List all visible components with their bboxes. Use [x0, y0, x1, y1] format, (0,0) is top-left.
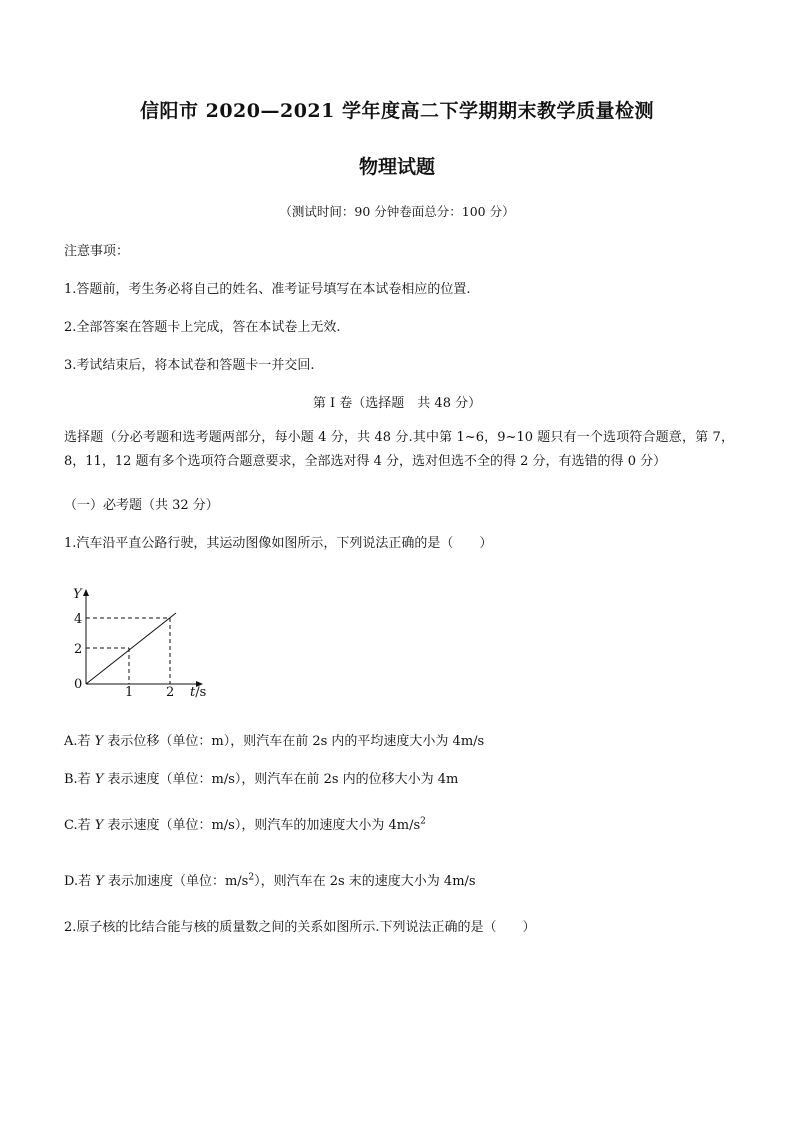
q1-option-c: C.若 Y 表示速度（单位：m/s），则汽车的加速度大小为 $4m/s^2$: [64, 816, 426, 833]
origin-label: 0: [74, 677, 83, 692]
q1-option-b: B.若 Y 表示速度（单位：m/s），则汽车在前 2s 内的位移大小为 4m: [64, 772, 459, 787]
y-tick-2: 2: [74, 642, 83, 657]
data-line: [86, 613, 176, 684]
part1-intro: 选择题（分必考题和选考题两部分，每小题 4 分，共 48 分.其中第 1~6，9~10 题只有一个选项符合题意，第 7，8，11，12 题有多个选项符合题意要求，全部选对得 4 分，选对但选不全的得 2 分，有选错的得 0 分）: [64, 430, 734, 469]
question-1-stem: 1.汽车沿平直公路行驶，其运动图像如图所示，下列说法正确的是（ ）: [64, 536, 493, 551]
y-tick-4: 4: [74, 612, 83, 627]
x-axis-var: t: [190, 685, 196, 698]
q1-option-a: A.若 Y 表示位移（单位：m），则汽车在前 2s 内的平均速度大小为 4m/s: [64, 734, 485, 749]
y-axis-label: Y: [73, 587, 82, 602]
x-tick-1: 1: [125, 685, 134, 698]
x-tick-2: 2: [166, 685, 175, 698]
note-item-2: 2.全部答案在答题卡上完成，答在本试卷上无效.: [64, 320, 341, 335]
y-axis-arrow: [83, 589, 89, 596]
x-axis-label: [190, 685, 206, 698]
part1-heading: 第 I 卷（选择题 共 48 分）: [312, 396, 482, 411]
subject-title: 物理试题: [358, 156, 435, 178]
q1-motion-graph: [66, 586, 226, 698]
exam-info: （测试时间：90 分钟卷面总分：100 分）: [279, 204, 515, 219]
notes-heading: 注意事项：: [64, 244, 130, 259]
section-one-heading: （一）必考题（共 32 分）: [64, 498, 219, 513]
note-item-3: 3.考试结束后，将本试卷和答题卡一并交回.: [64, 358, 315, 373]
x-axis-unit: /s: [195, 685, 207, 698]
q1-option-d: D.若 Y 表示加速度（单位：$m/s^2$），则汽车在 2s 末的速度大小为 4m/s: [64, 872, 476, 889]
note-item-1: 1.答题前，考生务必将自己的姓名、准考证号填写在本试卷相应的位置.: [64, 282, 471, 297]
question-2-stem: 2.原子核的比结合能与核的质量数之间的关系如图所示.下列说法正确的是（ ）: [64, 920, 536, 935]
exam-title: 信阳市 2020—2021 学年度高二下学期期末教学质量检测: [140, 100, 654, 122]
